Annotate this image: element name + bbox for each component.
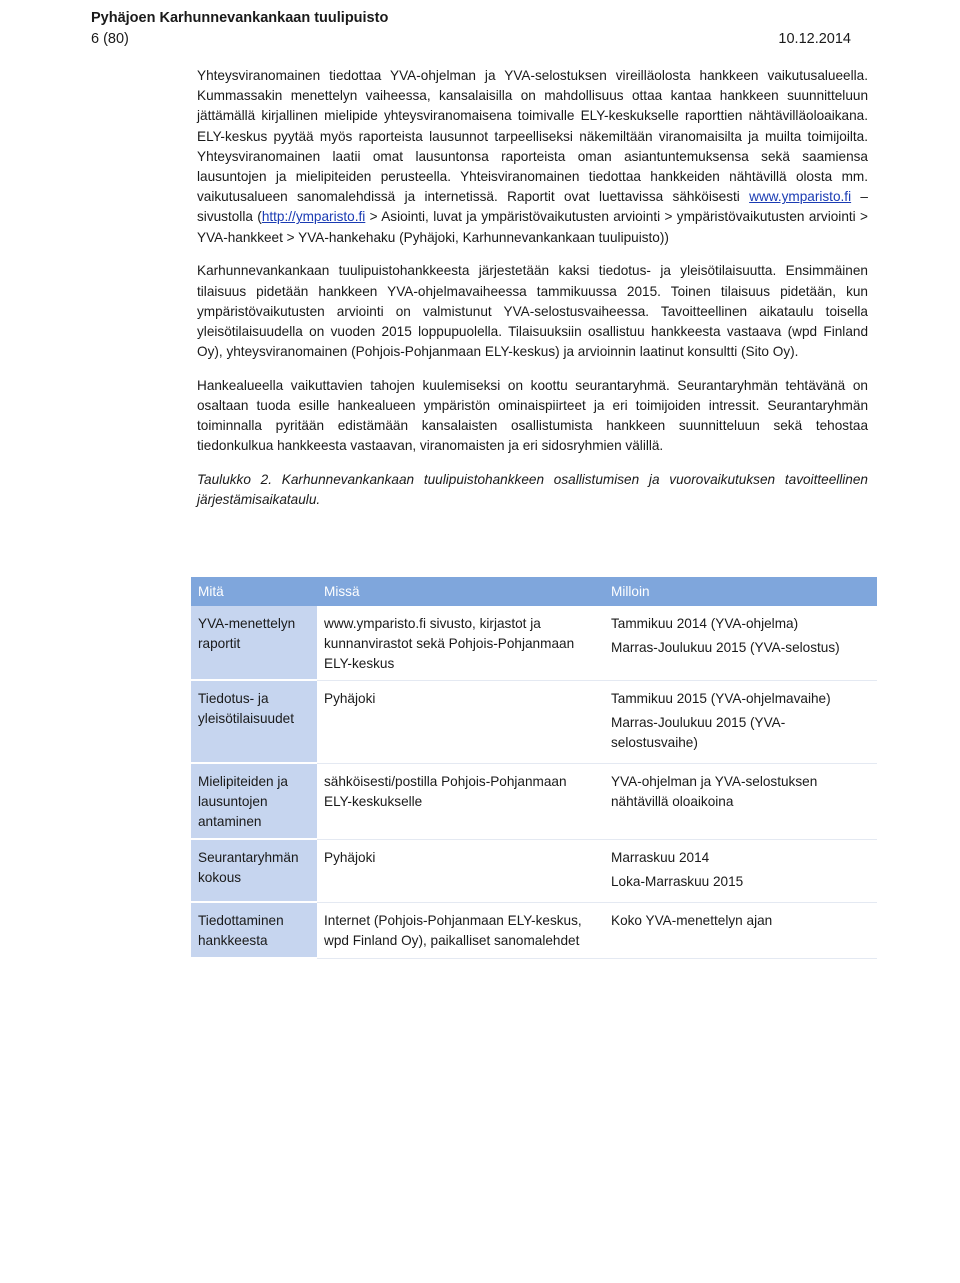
cell-when [604, 903, 877, 959]
table-header-row [191, 577, 877, 606]
document-date: 10.12.2014 [778, 31, 851, 47]
header-milloin: Milloin [604, 577, 877, 606]
when-line: Tammikuu 2015 (YVA-ohjelmavaihe) [611, 691, 831, 706]
cell-where: Internet (Pohjois-Pohjanmaan ELY-keskus, wpd Finland Oy), paikalliset sanomalehdet [317, 903, 604, 959]
schedule-table [191, 577, 877, 959]
cell-what: Mielipiteiden ja lausuntojen antaminen [191, 764, 317, 840]
document-title: Pyhäjoen Karhunnevankankaan tuulipuisto [91, 10, 389, 26]
header-missa: Missä [317, 577, 604, 606]
header-mita: Mitä [191, 577, 317, 606]
when-line: Marras-Joulukuu 2015 (YVA-selostusvaihe) [611, 715, 786, 750]
document-body [197, 66, 868, 524]
paragraph-tiedotustilaisuudet: Karhunnevankankaan tuulipuistohankkeesta järjestetään kaksi tiedotus- ja yleisötilaisuutta. Ensimmäinen tilaisuus pidetään hankkeen YVA-ohjelmavaiheessa tammikuussa 2015. Toinen tilaisuus pidetään, kun ympäristövaikutusten arviointi on valmistunut YVA-selostusvaiheessa. Tavoitteellinen aikataulu toisella yleisötilaisuudella on vuoden 2015 loppupuolella. Tilaisuuksiin osallistuu hankkeesta vastaava (wpd Finland Oy), yhteysviranomainen (Pohjois-Pohjanmaan ELY-keskus) ja arvioinnin laatinut konsultti (Sito Oy). [197, 263, 868, 360]
when-line: Tammikuu 2014 (YVA-ohjelma) [611, 616, 799, 631]
table-row [191, 764, 877, 840]
cell-when [604, 764, 877, 840]
page-header [91, 8, 851, 50]
cell-what: Seurantaryhmän kokous [191, 840, 317, 903]
when-line: Marras-Joulukuu 2015 (YVA-selostus) [611, 640, 840, 655]
cell-where: www.ymparisto.fi sivusto, kirjastot ja kunnanvirastot sekä Pohjois-Pohjanmaan ELY-keskus [317, 606, 604, 681]
table-caption: Taulukko 2. Karhunnevankankaan tuulipuistohankkeen osallistumisen ja vuorovaikutuksen tavoitteellinen järjestämisaikataulu. [197, 472, 868, 508]
cell-where: Pyhäjoki [317, 681, 604, 764]
cell-when [604, 681, 877, 764]
when-line: Koko YVA-menettelyn ajan [611, 913, 773, 928]
page-number: 6 (80) [91, 31, 129, 47]
table-row [191, 606, 877, 681]
table-row [191, 840, 877, 903]
cell-where: Pyhäjoki [317, 840, 604, 903]
when-line: Loka-Marraskuu 2015 [611, 874, 744, 889]
table-row [191, 903, 877, 959]
when-line: Marraskuu 2014 [611, 850, 710, 865]
cell-what: YVA-menettelyn raportit [191, 606, 317, 681]
cell-what: Tiedotus- ja yleisötilaisuudet [191, 681, 317, 764]
table-row [191, 681, 877, 764]
when-line: YVA-ohjelman ja YVA-selostuksen nähtävillä oloaikoina [611, 774, 818, 809]
cell-when [604, 606, 877, 681]
cell-where: sähköisesti/postilla Pohjois-Pohjanmaan ELY-keskukselle [317, 764, 604, 840]
cell-what: Tiedottaminen hankkeesta [191, 903, 317, 959]
ymparisto-link[interactable]: www.ymparisto.fi [749, 189, 852, 205]
paragraph-yhteysviranomainen: Yhteysviranomainen tiedottaa YVA-ohjelman ja YVA-selostuksen vireilläolosta hankkeen vaikutusalueella. Kummassakin menettelyn vaiheessa, kansalaisilla on mahdollisuus ottaa kantaa hankkeen suunnitteluun jättämällä kirjallinen mielipide yhteysviranomaisena toimivalle ELY-keskukselle raporttien nähtävilläoloaikana. ELY-keskus pyytää myös raporteista lausunnot tarpeelliseksi näkemiltään viranomaisilta ja muilta toimijoilta. Yhteysviranomainen laatii omat lausuntonsa raporteista oman asiantuntemuksensa sekä saamiensa lausuntojen ja mielipiteiden perusteella. Yhteisviranomainen tiedottaa hankkeiden nähtävillä olosta mm. vaikutusalueen sanomalehdissä ja internetissä. Raportit ovat luettavissa sähköisesti www.ymparisto.fi –sivustolla (http://ymparisto.fi > Asiointi, luvat ja ympäristövaikutusten arviointi > ympäristövaikutusten arviointi > YVA-hankkeet > YVA-hankehaku (Pyhäjoki, Karhunnevankankaan tuulipuisto)) [197, 68, 868, 245]
cell-when [604, 840, 877, 903]
ymparisto-http-link[interactable]: http://ymparisto.fi [261, 209, 366, 225]
paragraph-seurantaryhma: Hankealueella vaikuttavien tahojen kuulemiseksi on koottu seurantaryhmä. Seurantaryhmän tehtävänä on osaltaan tuoda esille hankealueen ympäristön ominaispiirteet ja eri toimijoiden intressit. Seurantaryhmän toiminnalla pyritään edistämään kansalaisten osallistumista hankkeen suunnitteluun sekä tehostaa tiedonkulkua hankkeesta vastaavan, viranomaisten ja eri sidosryhmien välillä. [197, 377, 868, 454]
